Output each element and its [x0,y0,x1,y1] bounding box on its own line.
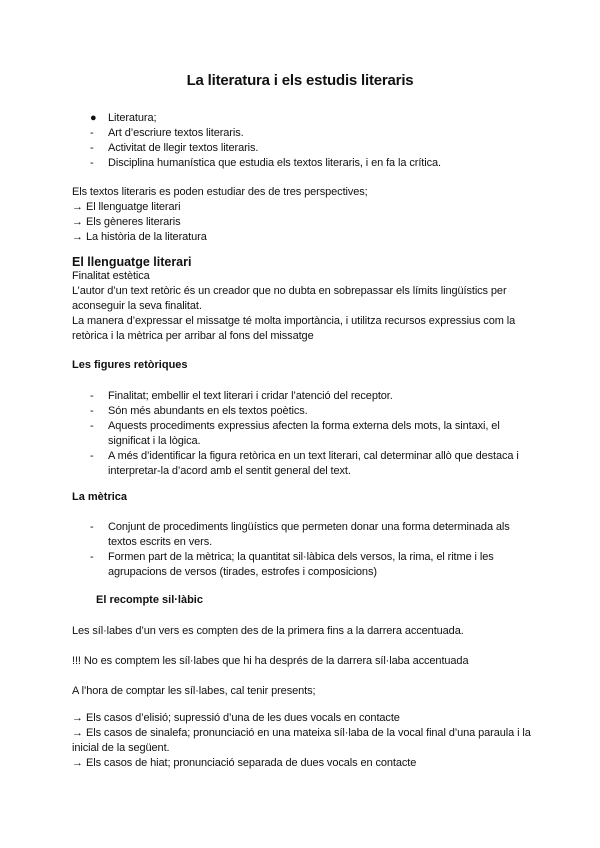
recompte-heading-wrap [96,594,532,606]
dash-marker: - [90,450,94,462]
section-heading: Les figures retòriques [72,359,188,371]
list-item: - Són més abundants en els textos poètics. [90,405,308,417]
arrow-icon: → [72,201,83,213]
list-item: → El llenguatge literari [72,201,181,213]
section-heading: La mètrica [72,491,128,503]
section-heading: El llenguatge literari [72,255,192,269]
list-item: - Art d’escriure textos literaris. [90,127,244,139]
dash-marker: - [90,420,94,432]
recompte-p2 [72,654,532,669]
metrica-list [72,520,532,580]
list-item: - Aquests procediments expressius afecten la forma externa dels mots, la sintaxi, el significat i la lògica. [90,420,500,447]
arrow-icon: → [72,216,83,228]
list-item: → Els gèneres literaris [72,216,181,228]
list-item: - Formen part de la mètrica; la quantitat sil·làbica dels versos, la rima, el ritme i les agrupacions de versos (tirades, estrofes i composicions) [90,551,494,578]
list-item: - A més d’identificar la figura retòrica en un text literari, cal determinar allò que destaca i interpretar-la d’acord amb el sentit general del text. [90,450,519,477]
arrow-icon: → [72,727,83,739]
list-item: → Els casos de sinalefa; pronunciació en una mateixa síl·laba de la vocal final d’una paraula i la inicial de la següent. [72,727,531,754]
section-heading: El recompte sil·làbic [96,594,203,606]
paragraph: A l’hora de comptar les síl·labes, cal tenir presents; [72,685,316,697]
section-subheading: Finalitat estètica [72,270,150,282]
arrow-icon: → [72,231,83,243]
list-item: - Conjunt de procediments lingüístics que permeten donar una forma determinada als textos escrits en vers. [90,521,510,548]
recompte-cases [72,711,532,771]
figures-list [72,389,532,479]
dash-marker: - [90,521,94,533]
dash-marker: - [90,142,94,154]
dash-marker: - [90,551,94,563]
recompte-p3 [72,684,532,699]
page-title: La literatura i els estudis literaris [186,72,414,89]
list-item: → Els casos d’elisió; supressió d’una de les dues vocals en contacte [72,712,400,724]
list-item: - Activitat de llegir textos literaris. [90,142,259,154]
perspectives-section [72,185,532,245]
warning-paragraph: !!! No es comptem les síl·labes que hi ha després de la darrera síl·laba accentuada [72,655,469,667]
list-item: - Finalitat; embellir el text literari i cridar l’atenció del receptor. [90,390,393,402]
definitions-list [72,111,532,171]
paragraph: La manera d’expressar el missatge té molta importància, i utilitza recursos expressius com la retòrica i la mètrica per arribar al fons del missatge [72,315,516,342]
metrica-section [72,491,532,503]
list-item: - Disciplina humanística que estudia els textos literaris, i en fa la crítica. [90,157,441,169]
dash-marker: - [90,390,94,402]
dash-marker: - [90,405,94,417]
paragraph: Les síl·labes d’un vers es compten des de la primera fins a la darrera accentuada. [72,625,464,637]
paragraph: L’autor d’un text retòric és un creador que no dubta en sobrepassar els límits lingüístics per aconseguir la seva finalitat. [72,285,507,312]
figures-section [72,359,532,371]
dash-marker: - [90,127,94,139]
arrow-icon: → [72,757,83,769]
list-item: ● Literatura; [90,112,157,124]
recompte-p1 [72,624,532,639]
perspectives-intro: Els textos literaris es poden estudiar des de tres perspectives; [72,186,368,198]
list-item: → Els casos de hiat; pronunciació separada de dues vocals en contacte [72,757,417,769]
arrow-icon: → [72,712,83,724]
bullet-marker: ● [90,112,97,124]
dash-marker: - [90,157,94,169]
llenguatge-section [72,255,532,344]
list-item: → La història de la literatura [72,231,207,243]
